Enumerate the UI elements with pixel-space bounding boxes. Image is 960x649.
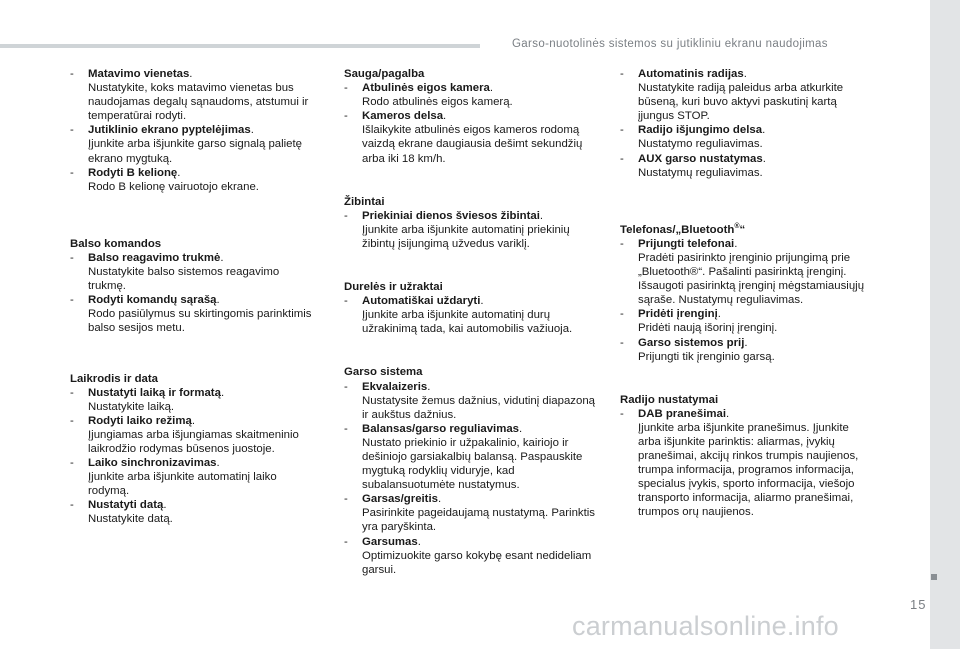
list-item: - AUX garso nustatymas. Nustatymų reguliavimas. [620, 152, 870, 180]
list-item: - Matavimo vienetas. Nustatykite, koks matavimo vienetas bus naudojamas degalų sąnaudoms, atstumui ir temperatūrai rodyti. [70, 67, 320, 123]
item-description: Nustatymų reguliavimas. [638, 166, 763, 179]
item-description: Nustatykite radiją paleidus arba atkurkite būseną, kuri buvo aktyvi paskutinį kartą įjungus STOP. [638, 82, 844, 123]
list-item: - Jutiklinio ekrano pyptelėjimas. Įjunkite arba išjunkite garso signalą palietę ekrano mygtuką. [70, 123, 320, 165]
dash-bullet: - [70, 457, 74, 470]
item-title: Atbulinės eigos kamera [362, 82, 490, 95]
item-title: Balso reagavimo trukmė [88, 251, 221, 264]
list-item: - Balso reagavimo trukmė. Nustatykite balso sistemos reagavimo trukmę. [70, 251, 320, 293]
item-description: Prijungti tik įrenginio garsą. [638, 350, 775, 363]
dash-bullet: - [620, 237, 624, 250]
page-marker-dot [931, 574, 937, 580]
item-description: Rodo atbulinės eigos kamerą. [362, 96, 513, 109]
section-heading: Balso komandos [70, 237, 162, 250]
dash-bullet: - [344, 209, 348, 222]
item-description: Įjunkite arba išjunkite automatinį laiko rodymą. [88, 471, 277, 498]
item-description: Įjunkite arba išjunkite garso signalą palietę ekrano mygtuką. [88, 138, 303, 165]
item-title: Kameros delsa [362, 110, 444, 123]
dash-bullet: - [344, 82, 348, 95]
item-title: Rodyti B kelionę [88, 166, 178, 179]
item-description: Nustatykite laiką. [88, 400, 175, 413]
list-item: - Rodyti B kelionę. Rodo B kelionę vairuotojo ekrane. [70, 166, 320, 194]
item-title: Pridėti įrenginį [638, 308, 718, 321]
item-description: Rodo B kelionę vairuotojo ekrane. [88, 180, 259, 193]
list-item: - Automatiškai uždaryti. Įjunkite arba išjunkite automatinį durų užrakinimą tada, kai automobilis važiuoja. [344, 294, 599, 336]
section-clock-date [70, 372, 320, 527]
section-phone-bluetooth [620, 223, 870, 364]
dash-bullet: - [344, 422, 348, 435]
item-description: Nustatykite balso sistemos reagavimo trukmę. [88, 266, 280, 293]
item-description: Įjunkite arba išjunkite automatinį durų užrakinimą tada, kai automobilis važiuoja. [362, 309, 573, 336]
section-heading: Laikrodis ir data [70, 372, 158, 385]
dash-bullet: - [344, 295, 348, 308]
list-item: - Nustatyti datą. Nustatykite datą. [70, 498, 320, 526]
item-title: Garso sistemos prij [638, 336, 745, 349]
heading-tail: “ [739, 223, 746, 236]
registered-mark: ® [734, 222, 740, 230]
list-item: - Garsumas. Optimizuokite garso kokybę esant nedideliam garsui. [344, 535, 599, 577]
list-item: - Balansas/garso reguliavimas. Nustato priekinio ir užpakalinio, kairiojo ir dešiniojo garsiakalbių balansą. Paspauskite mygtuką rodyklių viduryje, kad subalansuotumėte nustatymus. [344, 422, 599, 492]
item-title: Laiko sinchronizavimas [88, 457, 217, 470]
item-description: Nustato priekinio ir užpakalinio, kairiojo ir dešiniojo garsiakalbių balansą. Paspauskite mygtuką rodyklių viduryje, kad subalansuotumėte nustatymus. [362, 436, 583, 492]
item-description: Pasirinkite pageidaujamą nustatymą. Parinktis yra paryškinta. [362, 507, 595, 534]
item-title: Rodyti komandų sąrašą [88, 294, 217, 307]
section-doors-locks [344, 280, 599, 336]
section-heading: Sauga/pagalba [344, 68, 425, 80]
item-title: Automatinis radijas [638, 68, 744, 80]
watermark: carmanualsonline.info [572, 611, 839, 641]
list-item: - DAB pranešimai. Įjunkite arba išjunkite pranešimus. Įjunkite arba išjunkite parinktis: aliarmas, įvykių pranešimai, akcijų rinkos trumpis naujienos, trumpa informacija, programos informacija, specialus įvykis, sporto informacija, viešojo transporto informacija, aliarmo pranešimai, trumpos orų naujienos. [620, 407, 870, 520]
dash-bullet: - [70, 294, 74, 307]
list-item: - Automatinis radijas. Nustatykite radiją paleidus arba atkurkite būseną, kuri buvo aktyvi paskutinį kartą įjungus STOP. [620, 67, 870, 123]
column-1 [70, 67, 320, 527]
item-description: Įjungiamas arba išjungiamas skaitmeninio laikrodžio rodymas būsenos juostoje. [88, 428, 299, 455]
item-title: Balansas/garso reguliavimas [362, 422, 520, 435]
dash-bullet: - [70, 499, 74, 512]
section-heading: Radijo nustatymai [620, 393, 719, 406]
dash-bullet: - [344, 535, 348, 548]
item-description: Pradėti pasirinkto įrenginio prijungimą prie „Bluetooth®“. Pašalinti pasirinktą įrenginį. Išsaugoti pasirinktą įrenginį mėgstamiausiųjų sąraše. Nustatymų reguliavimas. [638, 251, 865, 307]
section-audio-system [344, 365, 599, 576]
item-title: Radijo išjungimo delsa [638, 124, 763, 137]
list-item: - Garso sistemos prij. Prijungti tik įrenginio garsą. [620, 336, 870, 364]
item-title: Prijungti telefonai [638, 237, 735, 250]
header-rule [0, 44, 480, 48]
item-title: Matavimo vienetas [88, 68, 190, 80]
dash-bullet: - [620, 336, 624, 349]
item-description: Optimizuokite garso kokybę esant nedideliam garsui. [362, 549, 592, 576]
dash-bullet: - [70, 414, 74, 427]
column-3 [620, 67, 870, 520]
item-title: Nustatyti datą [88, 499, 164, 512]
section-radio-settings [620, 393, 870, 520]
dash-bullet: - [70, 386, 74, 399]
item-title: Garsas/greitis [362, 493, 438, 506]
item-description: Nustatykite, koks matavimo vienetas bus naudojamas degalų sąnaudoms, atstumui ir temperatūrai rodyti. [88, 82, 309, 123]
item-title: AUX garso nustatymas [638, 152, 763, 165]
side-strip [930, 0, 960, 649]
section-heading: Durelės ir užraktai [344, 281, 443, 294]
list-item: - Kameros delsa. Išlaikykite atbulinės eigos kameros rodomą vaizdą ekrane daugiausia dešimt sekundžių arba iki 18 km/h. [344, 109, 599, 165]
list-item: - Pridėti įrenginį. Pridėti naują išorinį įrenginį. [620, 307, 870, 335]
heading-text: Telefonas/„Bluetooth [620, 223, 735, 236]
list-item: - Rodyti komandų sąrašą. Rodo pasiūlymus su skirtingomis parinktimis balso sesijos metu. [70, 293, 320, 335]
section-heading [620, 223, 870, 237]
item-title: DAB pranešimai [638, 407, 726, 420]
section-safety [344, 67, 599, 166]
list-item: - Prijungti telefonai. Pradėti pasirinkto įrenginio prijungimą prie „Bluetooth®“. Pašalinti pasirinktą įrenginį. Išsaugoti pasirinktą įrenginį mėgstamiausiųjų sąraše. Nustatymų reguliavimas. [620, 237, 870, 307]
dash-bullet: - [620, 124, 624, 137]
section-heading: Žibintai [344, 195, 385, 208]
dash-bullet: - [620, 68, 624, 80]
item-description: Įjunkite arba išjunkite pranešimus. Įjunkite arba išjunkite parinktis: aliarmas, įvykių pranešimai, akcijų rinkos trumpis naujienos, trumpa informacija, programos informacija, specialus įvykis, sporto informacija, viešojo transporto informacija, aliarmo pranešimai, trumpos orų naujienos. [638, 421, 859, 519]
item-title: Garsumas [362, 535, 418, 548]
dash-bullet: - [70, 124, 74, 137]
column-2 [344, 67, 599, 577]
item-description: Išlaikykite atbulinės eigos kameros rodomą vaizdą ekrane daugiausia dešimt sekundžių arba iki 18 km/h. [362, 124, 583, 165]
dash-bullet: - [70, 68, 74, 80]
page-number: 15 [910, 597, 927, 612]
section-voice-commands [70, 237, 320, 336]
dash-bullet: - [344, 110, 348, 123]
list-item: - Atbulinės eigos kamera. Rodo atbulinės eigos kamerą. [344, 81, 599, 109]
dash-bullet: - [344, 380, 348, 393]
dash-bullet: - [344, 493, 348, 506]
list-item: - Laiko sinchronizavimas. Įjunkite arba išjunkite automatinį laiko rodymą. [70, 456, 320, 498]
item-title: Nustatyti laiką ir formatą [88, 386, 221, 399]
section-heading: Garso sistema [344, 366, 423, 379]
dash-bullet: - [70, 166, 74, 179]
list-item: - Priekiniai dienos šviesos žibintai. Įjunkite arba išjunkite automatinį priekinių žibintų įsijungimą užvedus variklį. [344, 209, 599, 251]
list-item: - Garsas/greitis. Pasirinkite pageidaujamą nustatymą. Parinktis yra paryškinta. [344, 492, 599, 534]
item-description: Rodo pasiūlymus su skirtingomis parinktimis balso sesijos metu. [88, 308, 312, 335]
dash-bullet: - [620, 407, 624, 420]
item-description: Pridėti naują išorinį įrenginį. [638, 322, 778, 335]
list-item: - Ekvalaizeris. Nustatysite žemus dažnius, vidutinį diapazoną ir aukštus dažnius. [344, 380, 599, 422]
list-item: - Rodyti laiko režimą. Įjungiamas arba išjungiamas skaitmeninio laikrodžio rodymas būsenos juostoje. [70, 414, 320, 456]
dash-bullet: - [620, 308, 624, 321]
item-title: Ekvalaizeris [362, 380, 428, 393]
item-title: Automatiškai uždaryti [362, 295, 481, 308]
item-title: Priekiniai dienos šviesos žibintai [362, 209, 540, 222]
item-title: Jutiklinio ekrano pyptelėjimas [88, 124, 251, 137]
item-title: Rodyti laiko režimą [88, 414, 192, 427]
list-item: - Radijo išjungimo delsa. Nustatymo reguliavimas. [620, 123, 870, 151]
item-description: Nustatymo reguliavimas. [638, 138, 763, 151]
page-header-title: Garso-nuotolinės sistemos su jutikliniu ekranu naudojimas [512, 38, 828, 50]
item-description: Nustatysite žemus dažnius, vidutinį diapazoną ir aukštus dažnius. [362, 394, 596, 421]
section-radio-general [620, 67, 870, 180]
item-description: Nustatykite datą. [88, 513, 173, 526]
dash-bullet: - [70, 251, 74, 264]
section-display-settings [70, 67, 320, 194]
section-lights [344, 195, 599, 251]
dash-bullet: - [620, 152, 624, 165]
item-description: Įjunkite arba išjunkite automatinį priekinių žibintų įsijungimą užvedus variklį. [362, 223, 570, 250]
list-item: - Nustatyti laiką ir formatą. Nustatykite laiką. [70, 386, 320, 414]
